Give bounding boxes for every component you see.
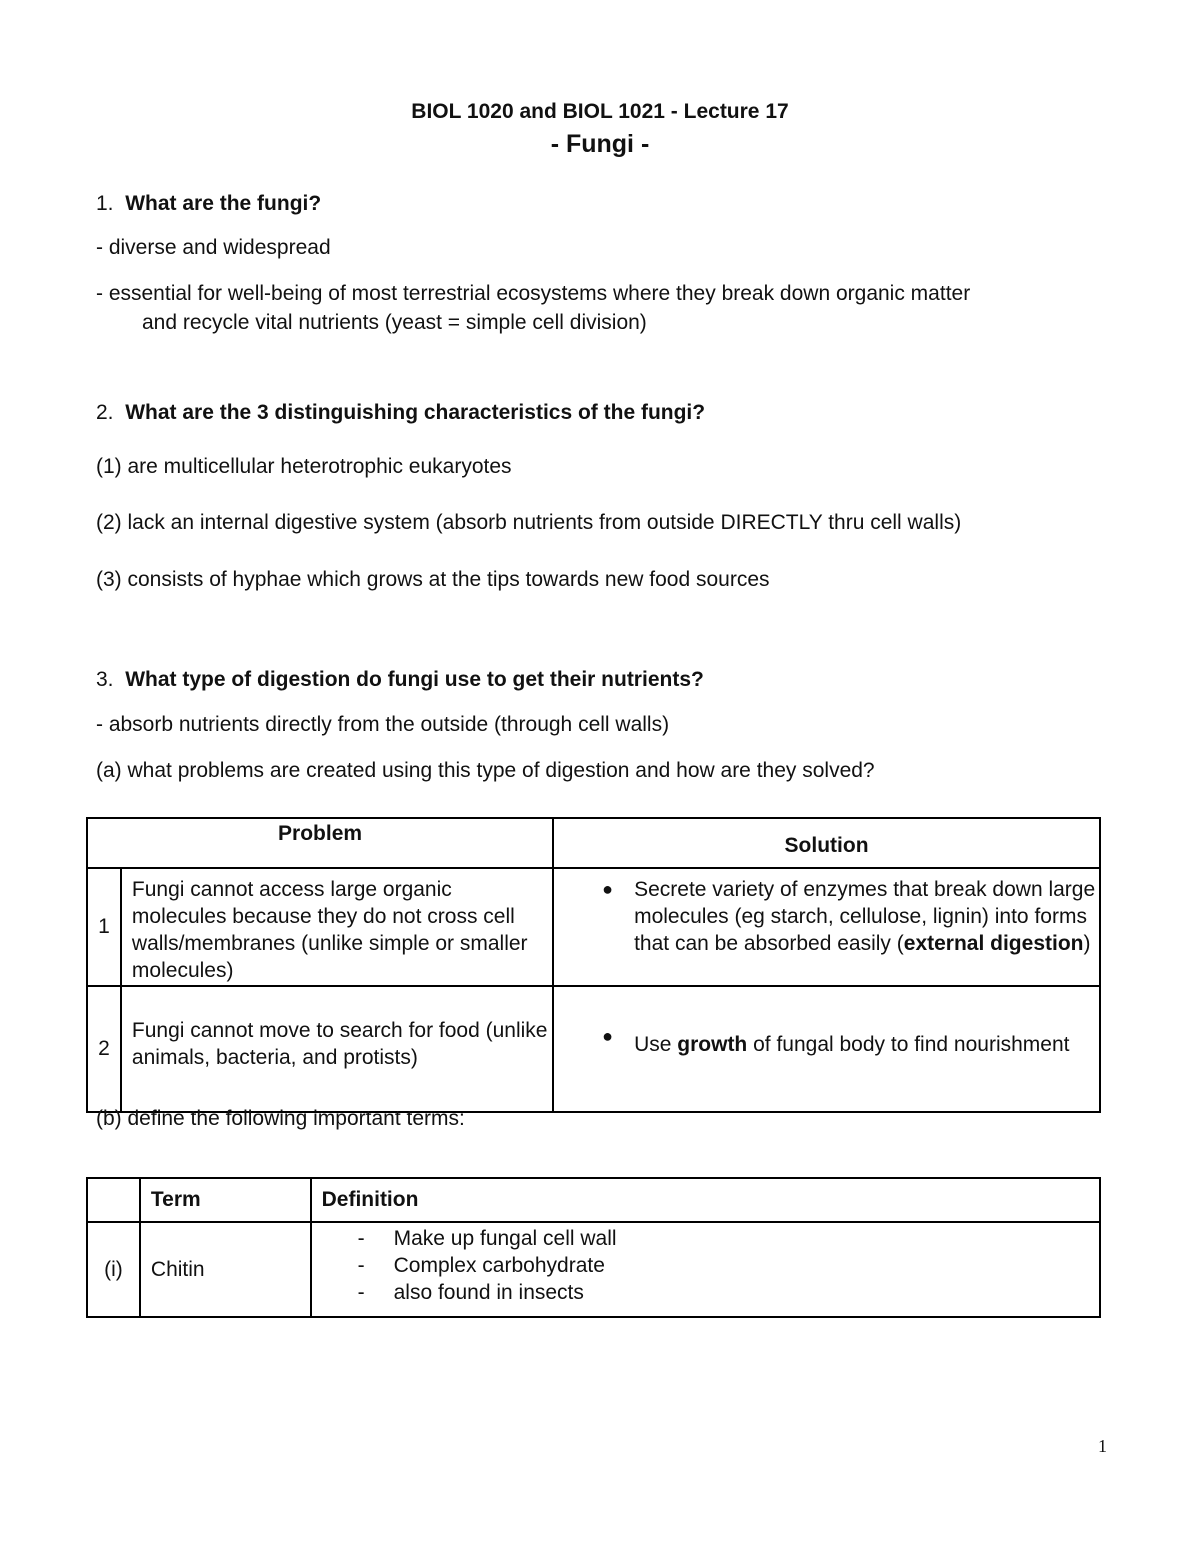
lecture-topic: - Fungi - [550, 130, 650, 158]
sub-question-a: (a) what problems are created using this type of digestion and how are they solved? [96, 759, 875, 782]
question-2 [96, 401, 705, 425]
table-row [87, 986, 1100, 1112]
page-number: 1 [1098, 1436, 1107, 1456]
solution-cell [553, 868, 1100, 986]
terms-table [86, 1177, 1101, 1318]
question-2-text: What are the 3 distinguishing characteristics of the fungi? [125, 401, 706, 424]
answer-1-point-1: - diverse and widespread [96, 236, 331, 259]
term-header: Term [140, 1178, 311, 1222]
terms-index-header [87, 1178, 140, 1222]
solution-text: Use [634, 1032, 678, 1056]
question-1 [96, 192, 321, 216]
solution-text-end: of fungal body to find nourishment [747, 1032, 1070, 1056]
question-3-number: 3. [96, 668, 114, 691]
problem-cell: Fungi cannot access large organic molecules because they do not cross cell walls/membranes (unlike simple or smaller molecules) [121, 868, 553, 986]
answer-1-point-2-cont: and recycle vital nutrients (yeast = simple cell division) [142, 311, 647, 334]
term-index: (i) [87, 1222, 140, 1317]
definition-item: - Make up fungal cell wall [358, 1225, 1099, 1252]
solution-text-end: ) [1083, 932, 1091, 955]
question-1-number: 1. [96, 192, 114, 215]
row-number: 2 [87, 986, 121, 1112]
problem-solution-table [86, 817, 1101, 1113]
solution-text: Secrete variety of enzymes that break down large molecules (eg starch, cellulose, lignin) into forms that can be absorbed easily ( [634, 878, 1096, 955]
definition-item: - also found in insects [358, 1279, 1099, 1306]
characteristic-1: (1) are multicellular heterotrophic eukaryotes [96, 455, 512, 478]
question-1-text: What are the fungi? [125, 192, 322, 215]
question-2-number: 2. [96, 401, 114, 424]
definition-list [312, 1225, 1099, 1306]
characteristic-2: (2) lack an internal digestive system (absorb nutrients from outside DIRECTLY thru cell walls) [96, 511, 962, 534]
solution-cell [553, 986, 1100, 1112]
answer-3: - absorb nutrients directly from the outside (through cell walls) [96, 713, 670, 736]
row-number: 1 [87, 868, 121, 986]
course-title: BIOL 1020 and BIOL 1021 - Lecture 17 [411, 100, 789, 123]
definition-item: - Complex carbohydrate [358, 1252, 1099, 1279]
definition-header: Definition [311, 1178, 1100, 1222]
answer-1-point-2: - essential for well-being of most terrestrial ecosystems where they break down organic matter [96, 282, 971, 305]
sub-question-b: (b) define the following important terms: [96, 1107, 465, 1130]
definition-cell [311, 1222, 1100, 1317]
question-3-text: What type of digestion do fungi use to get their nutrients? [125, 668, 704, 691]
solution-emphasis: external digestion [903, 932, 1084, 955]
problem-header: Problem [87, 818, 553, 868]
bullet-icon: ● [602, 1026, 613, 1046]
solution-header: Solution [553, 818, 1100, 868]
problem-cell: Fungi cannot move to search for food (unlike animals, bacteria, and protists) [121, 986, 553, 1112]
table-row [87, 1222, 1100, 1317]
characteristic-3: (3) consists of hyphae which grows at the tips towards new food sources [96, 568, 770, 591]
term-cell: Chitin [140, 1222, 311, 1317]
bullet-icon: ● [602, 879, 613, 899]
question-3 [96, 668, 704, 692]
table-row [87, 868, 1100, 986]
solution-emphasis: growth [677, 1032, 748, 1056]
